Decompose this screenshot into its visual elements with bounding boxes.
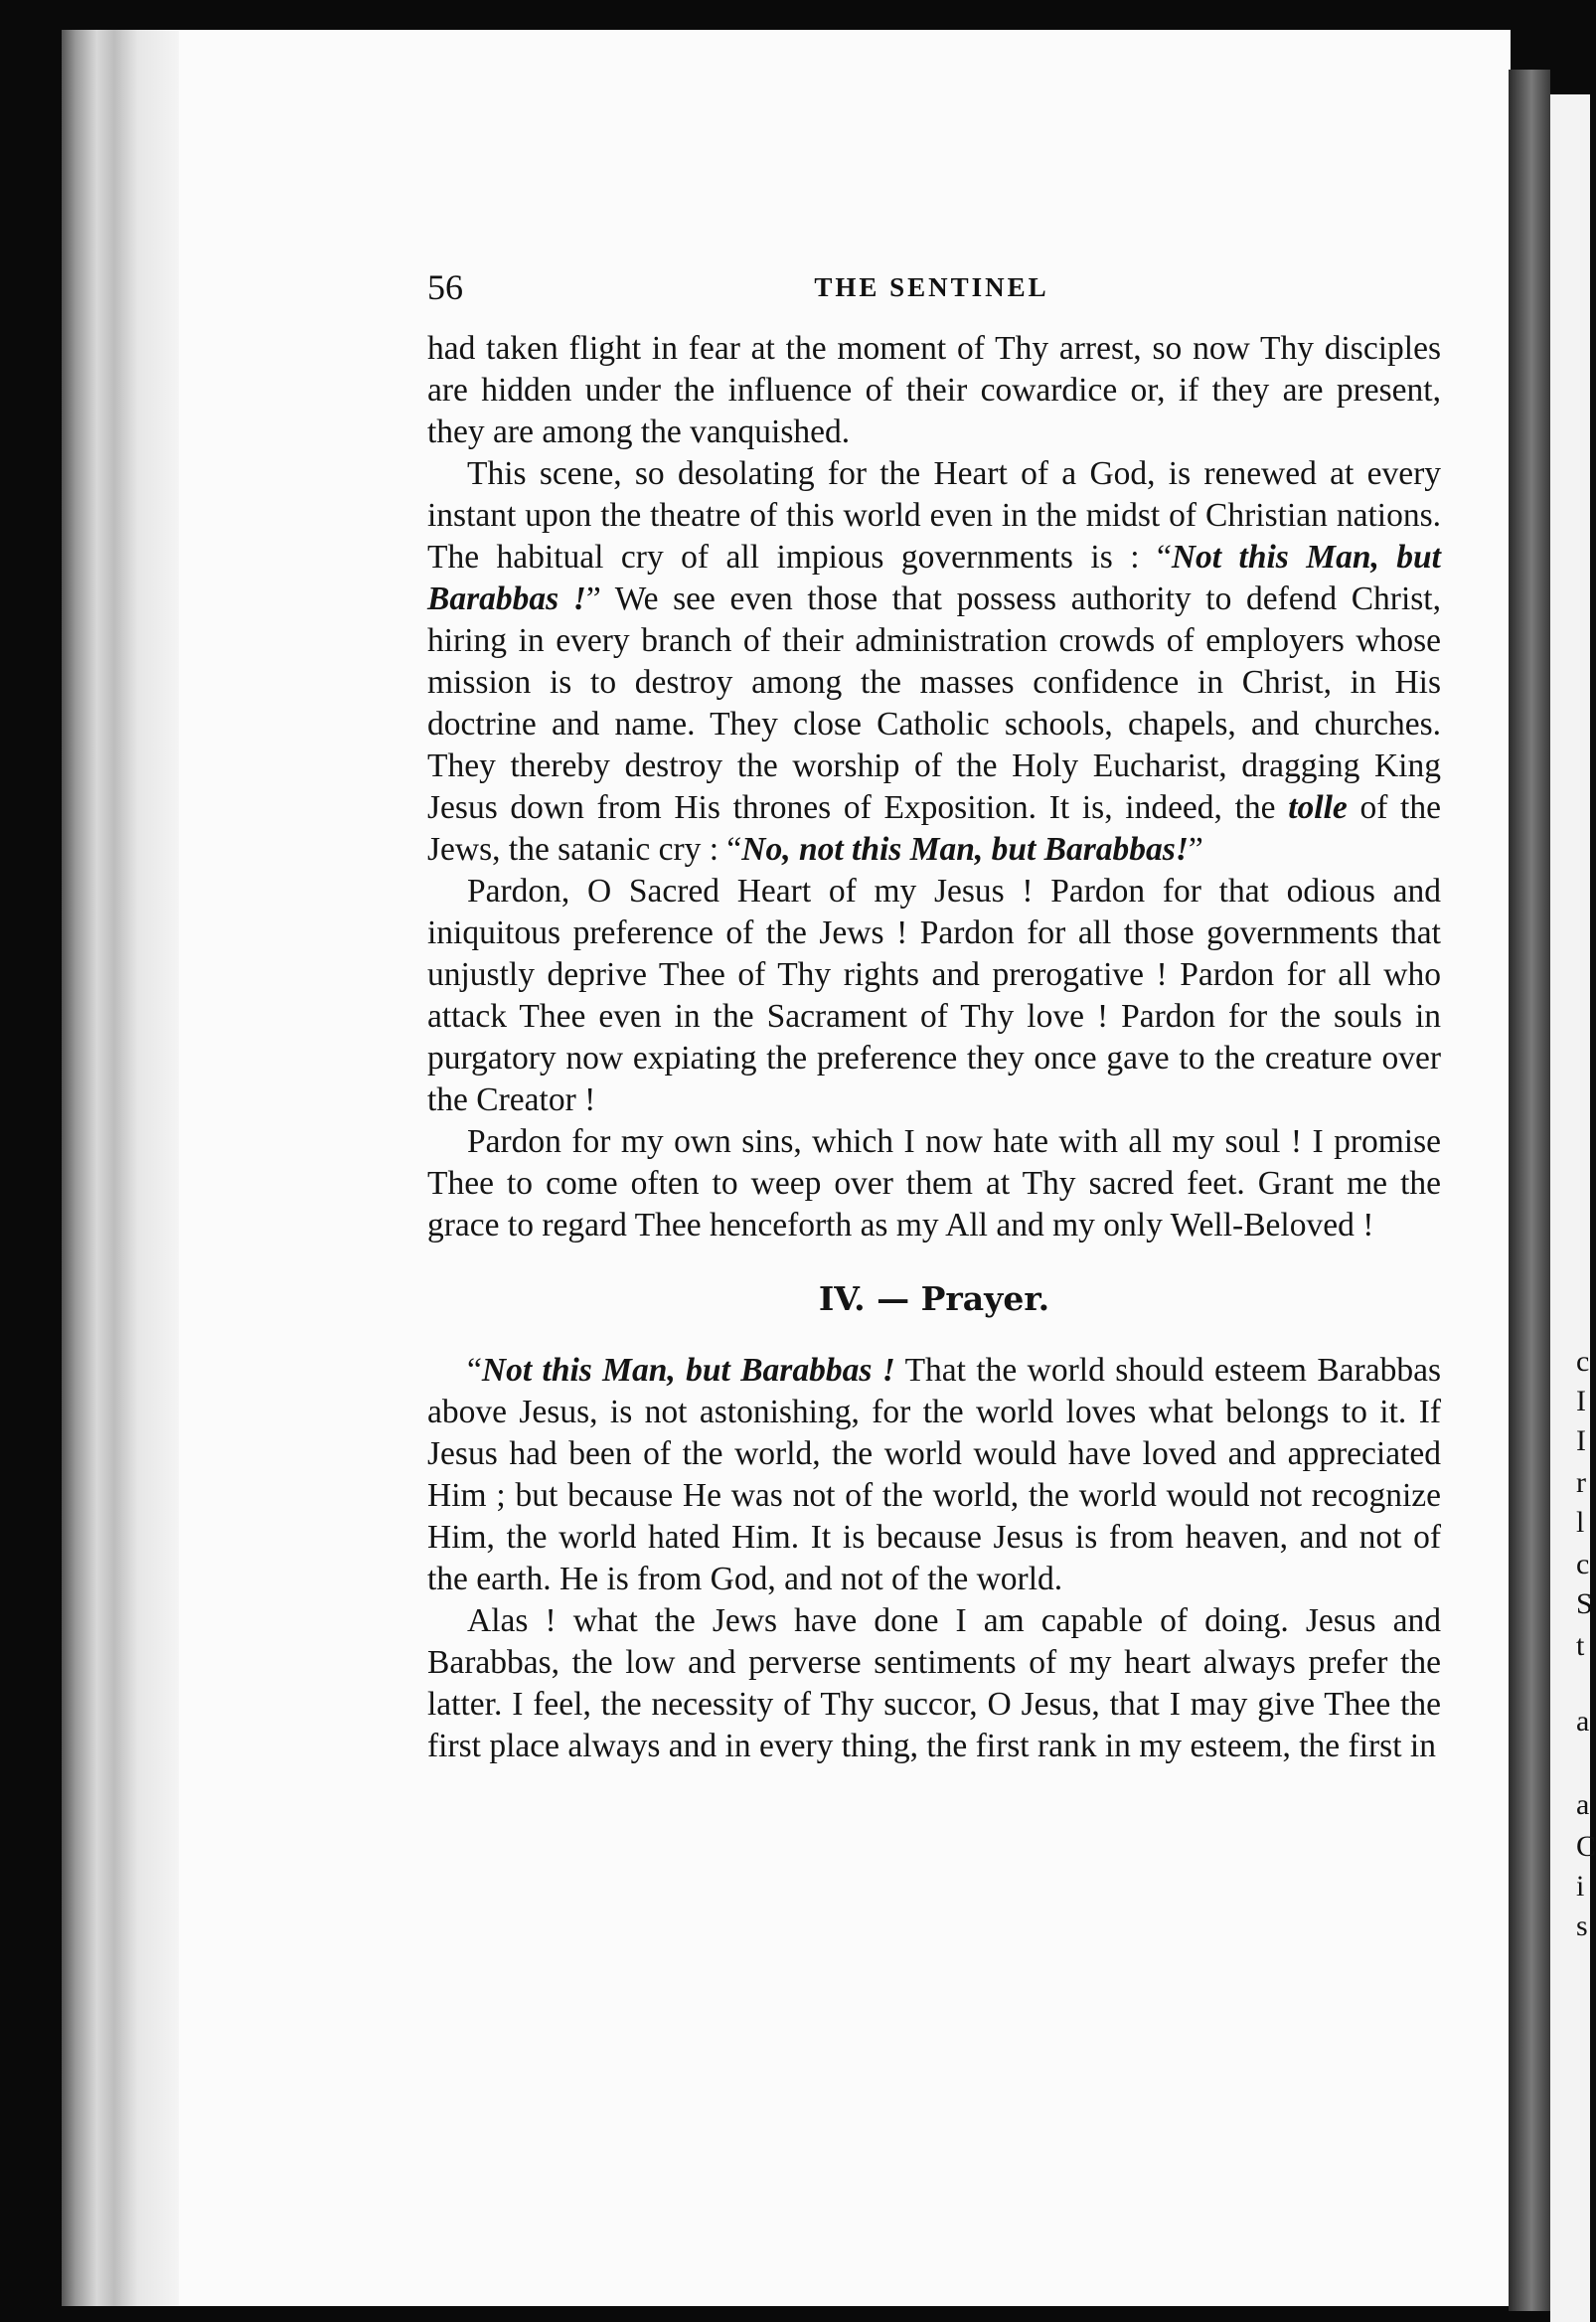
section-heading: IV. — Prayer.: [818, 1279, 1050, 1318]
paragraph-text: “: [467, 1352, 482, 1389]
next-page-letter: s: [1576, 1909, 1588, 1942]
next-page-letter: a: [1576, 1788, 1590, 1821]
quote-satanic-cry: No, not this Man, but Barabbas!: [741, 831, 1189, 868]
next-page-letter: t: [1576, 1629, 1585, 1662]
next-page-letter: C: [1576, 1830, 1596, 1863]
paragraph-continued: had taken flight in fear at the moment of Thy arrest, so now Thy disciples are hidden under the influence of their cowardice or, if they are present, they are among the vanquished.: [427, 330, 1441, 450]
page-body: [427, 328, 1441, 1767]
next-page-margin: [1550, 94, 1596, 2322]
next-page-letter: i: [1576, 1870, 1585, 1903]
next-page-letter: l: [1576, 1506, 1585, 1539]
next-page-letter: r: [1576, 1466, 1586, 1499]
page-number: 56: [427, 267, 463, 307]
next-page-letter: I: [1576, 1385, 1586, 1417]
next-page-letter: c: [1576, 1345, 1590, 1378]
running-head: THE SENTINEL: [814, 272, 1049, 302]
paragraph-theatre: [427, 453, 1441, 871]
page-header: [427, 266, 1436, 312]
next-page-letter: I: [1576, 1424, 1586, 1457]
paragraph-text: ” We see even those that possess authority to defend Christ, hiring in every branch of their administration crowds of employers whose mission is to destroy among the masses confidence in Christ, in His doctrine and name. They close Catholic schools, chapels, and churches. They thereby destroy the worship of the Holy Eucharist, dragging King Jesus down from His thrones of Exposition. It is, indeed, the: [427, 580, 1441, 826]
paragraph-own-sins: Pardon for my own sins, which I now hate with all my soul ! I promise Thee to come often to weep over them at Thy sacred feet. Grant me the grace to regard Thee henceforth as my All and my only Well-Beloved !: [427, 1123, 1441, 1244]
paragraph-pardon: Pardon, O Sacred Heart of my Jesus ! Pardon for that odious and iniquitous preference of the Jews ! Pardon for all those governments that unjustly deprive Thee of Thy rights and prerogative ! Pardon for all who attack Thee even in the Sacrament of Thy love ! Pardon for the souls in purgatory now expiating the preference they once gave to the creature over the Creator !: [427, 873, 1441, 1118]
next-page-letter: a: [1576, 1705, 1590, 1738]
next-page-letter: c: [1576, 1548, 1590, 1580]
quote-barabbas: Not this Man, but Barabbas !: [427, 539, 1441, 617]
next-page-letter: S: [1576, 1587, 1593, 1620]
paragraph-text: This scene, so desolating for the Heart of a God, is renewed at every instant upon the theatre of this world even in the midst of Christian nations. The habitual cry of all impious governments is : “: [427, 455, 1441, 576]
paragraph-prayer: [427, 1350, 1441, 1600]
paragraph-text: of the Jews, the satanic cry : “: [427, 789, 1441, 868]
paragraph-text: ”: [1188, 831, 1203, 868]
book-page-edges: [62, 30, 179, 2306]
quote-barabbas-prayer: Not this Man, but Barabbas !: [481, 1352, 895, 1389]
book-spine-shadow: [1509, 70, 1550, 2311]
word-tolle: tolle: [1288, 789, 1348, 826]
paragraph-alas: Alas ! what the Jews have done I am capable of doing. Jesus and Barabbas, the low and perverse sentiments of my heart always prefer the latter. I feel, the necessity of Thy succor, O Jesus, that I may give Thee the first place always and in every thing, the first rank in my esteem, the first in: [427, 1602, 1441, 1764]
paragraph-text: That the world should esteem Barabbas above Jesus, is not astonishing, for the world loves what belongs to it. If Jesus had been of the world, the world would have loved and appreciated Him ; but because He was not of the world, the world would not recognize Him, the world hated Him. It is because Jesus is from heaven, and not of the earth. He is from God, and not of the world.: [427, 1352, 1441, 1597]
